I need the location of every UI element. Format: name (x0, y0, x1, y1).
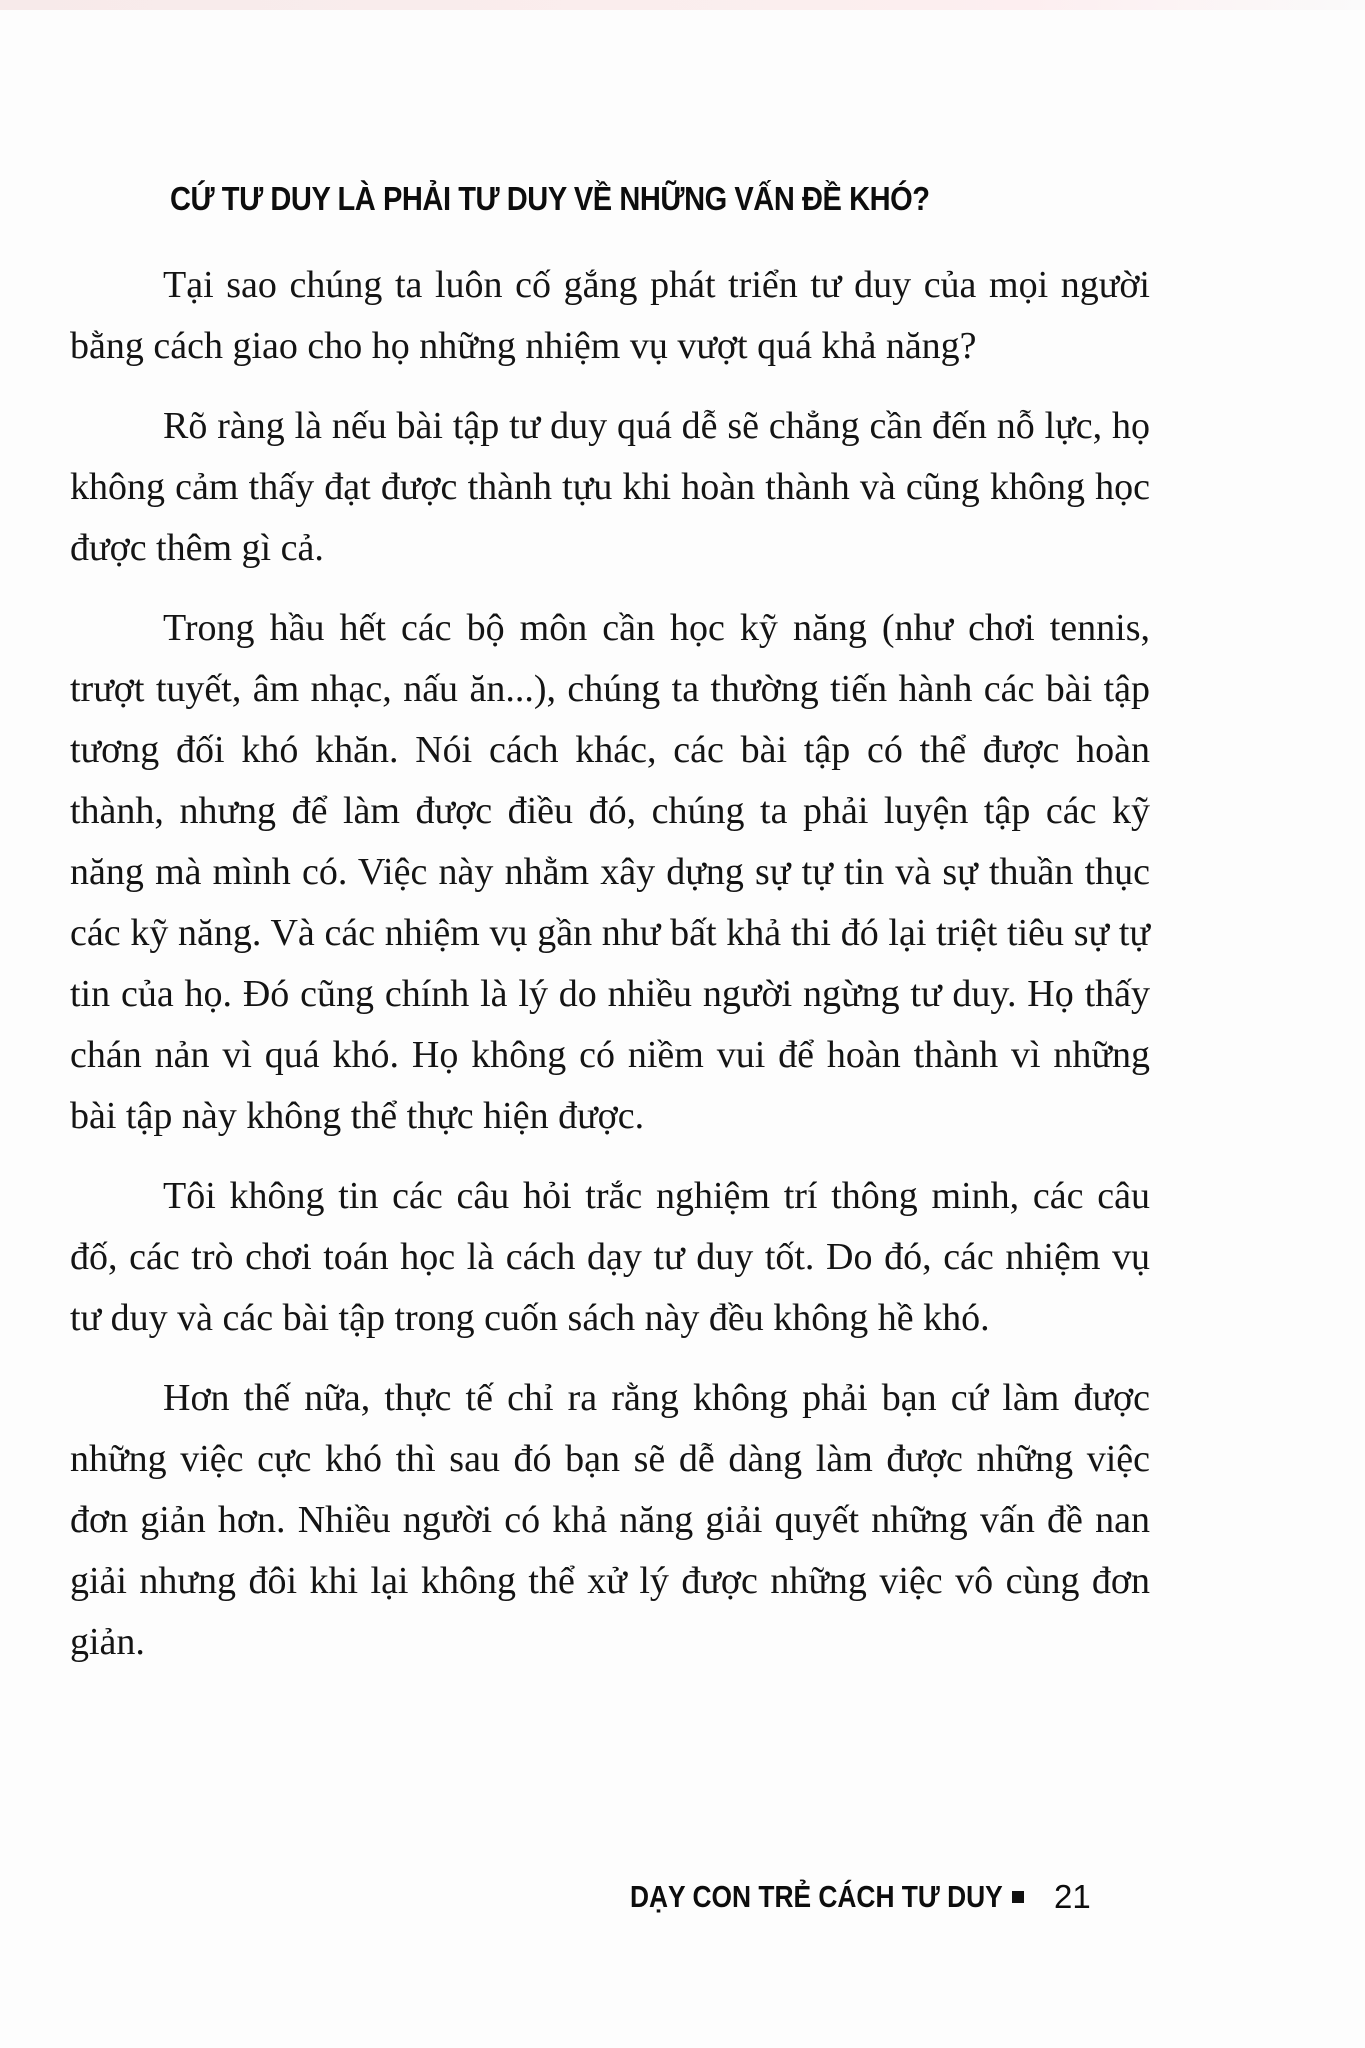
section-heading: CỨ TƯ DUY LÀ PHẢI TƯ DUY VỀ NHỮNG VẤN ĐỀ KHÓ? (170, 180, 930, 217)
paragraph: Tại sao chúng ta luôn cố gắng phát triển tư duy của mọi người bằng cách giao cho họ những nhiệm vụ vượt quá khả năng? (70, 264, 1150, 367)
book-title: DẠY CON TRẺ CÁCH TƯ DUY (630, 1879, 1003, 1914)
paragraph: Rõ ràng là nếu bài tập tư duy quá dễ sẽ chẳng cần đến nỗ lực, họ không cảm thấy đạt được thành tựu khi hoàn thành và cũng không học được thêm gì cả. (70, 405, 1150, 569)
paragraph: Trong hầu hết các bộ môn cần học kỹ năng (như chơi tennis, trượt tuyết, âm nhạc, nấu ăn...), chúng ta thường tiến hành các bài tập tương đối khó khăn. Nói cách khác, các bài tập có thể được hoàn thành, nhưng để làm được điều đó, chúng ta phải luyện tập các kỹ năng mà mình có. Việc này nhằm xây dựng sự tự tin và sự thuần thục các kỹ năng. Và các nhiệm vụ gần như bất khả thi đó lại triệt tiêu sự tự tin của họ. Đó cũng chính là lý do nhiều người ngừng tư duy. Họ thấy chán nản vì quá khó. Họ không có niềm vui để hoàn thành vì những bài tập này không thể thực hiện được. (70, 607, 1150, 1137)
paragraph: Hơn thế nữa, thực tế chỉ ra rằng không phải bạn cứ làm được những việc cực khó thì sau đó bạn sẽ dễ dàng làm được những việc đơn giản hơn. Nhiều người có khả năng giải quyết những vấn đề nan giải nhưng đôi khi lại không thể xử lý được những việc vô cùng đơn giản. (70, 1377, 1150, 1663)
page-top-edge (0, 0, 1365, 10)
body-text (70, 255, 1150, 1692)
running-footer (630, 1878, 1190, 1916)
square-bullet-icon (1012, 1891, 1024, 1903)
paragraph: Tôi không tin các câu hỏi trắc nghiệm trí thông minh, các câu đố, các trò chơi toán học là cách dạy tư duy tốt. Do đó, các nhiệm vụ tư duy và các bài tập trong cuốn sách này đều không hề khó. (70, 1175, 1150, 1339)
page-number: 21 (1054, 1878, 1091, 1915)
